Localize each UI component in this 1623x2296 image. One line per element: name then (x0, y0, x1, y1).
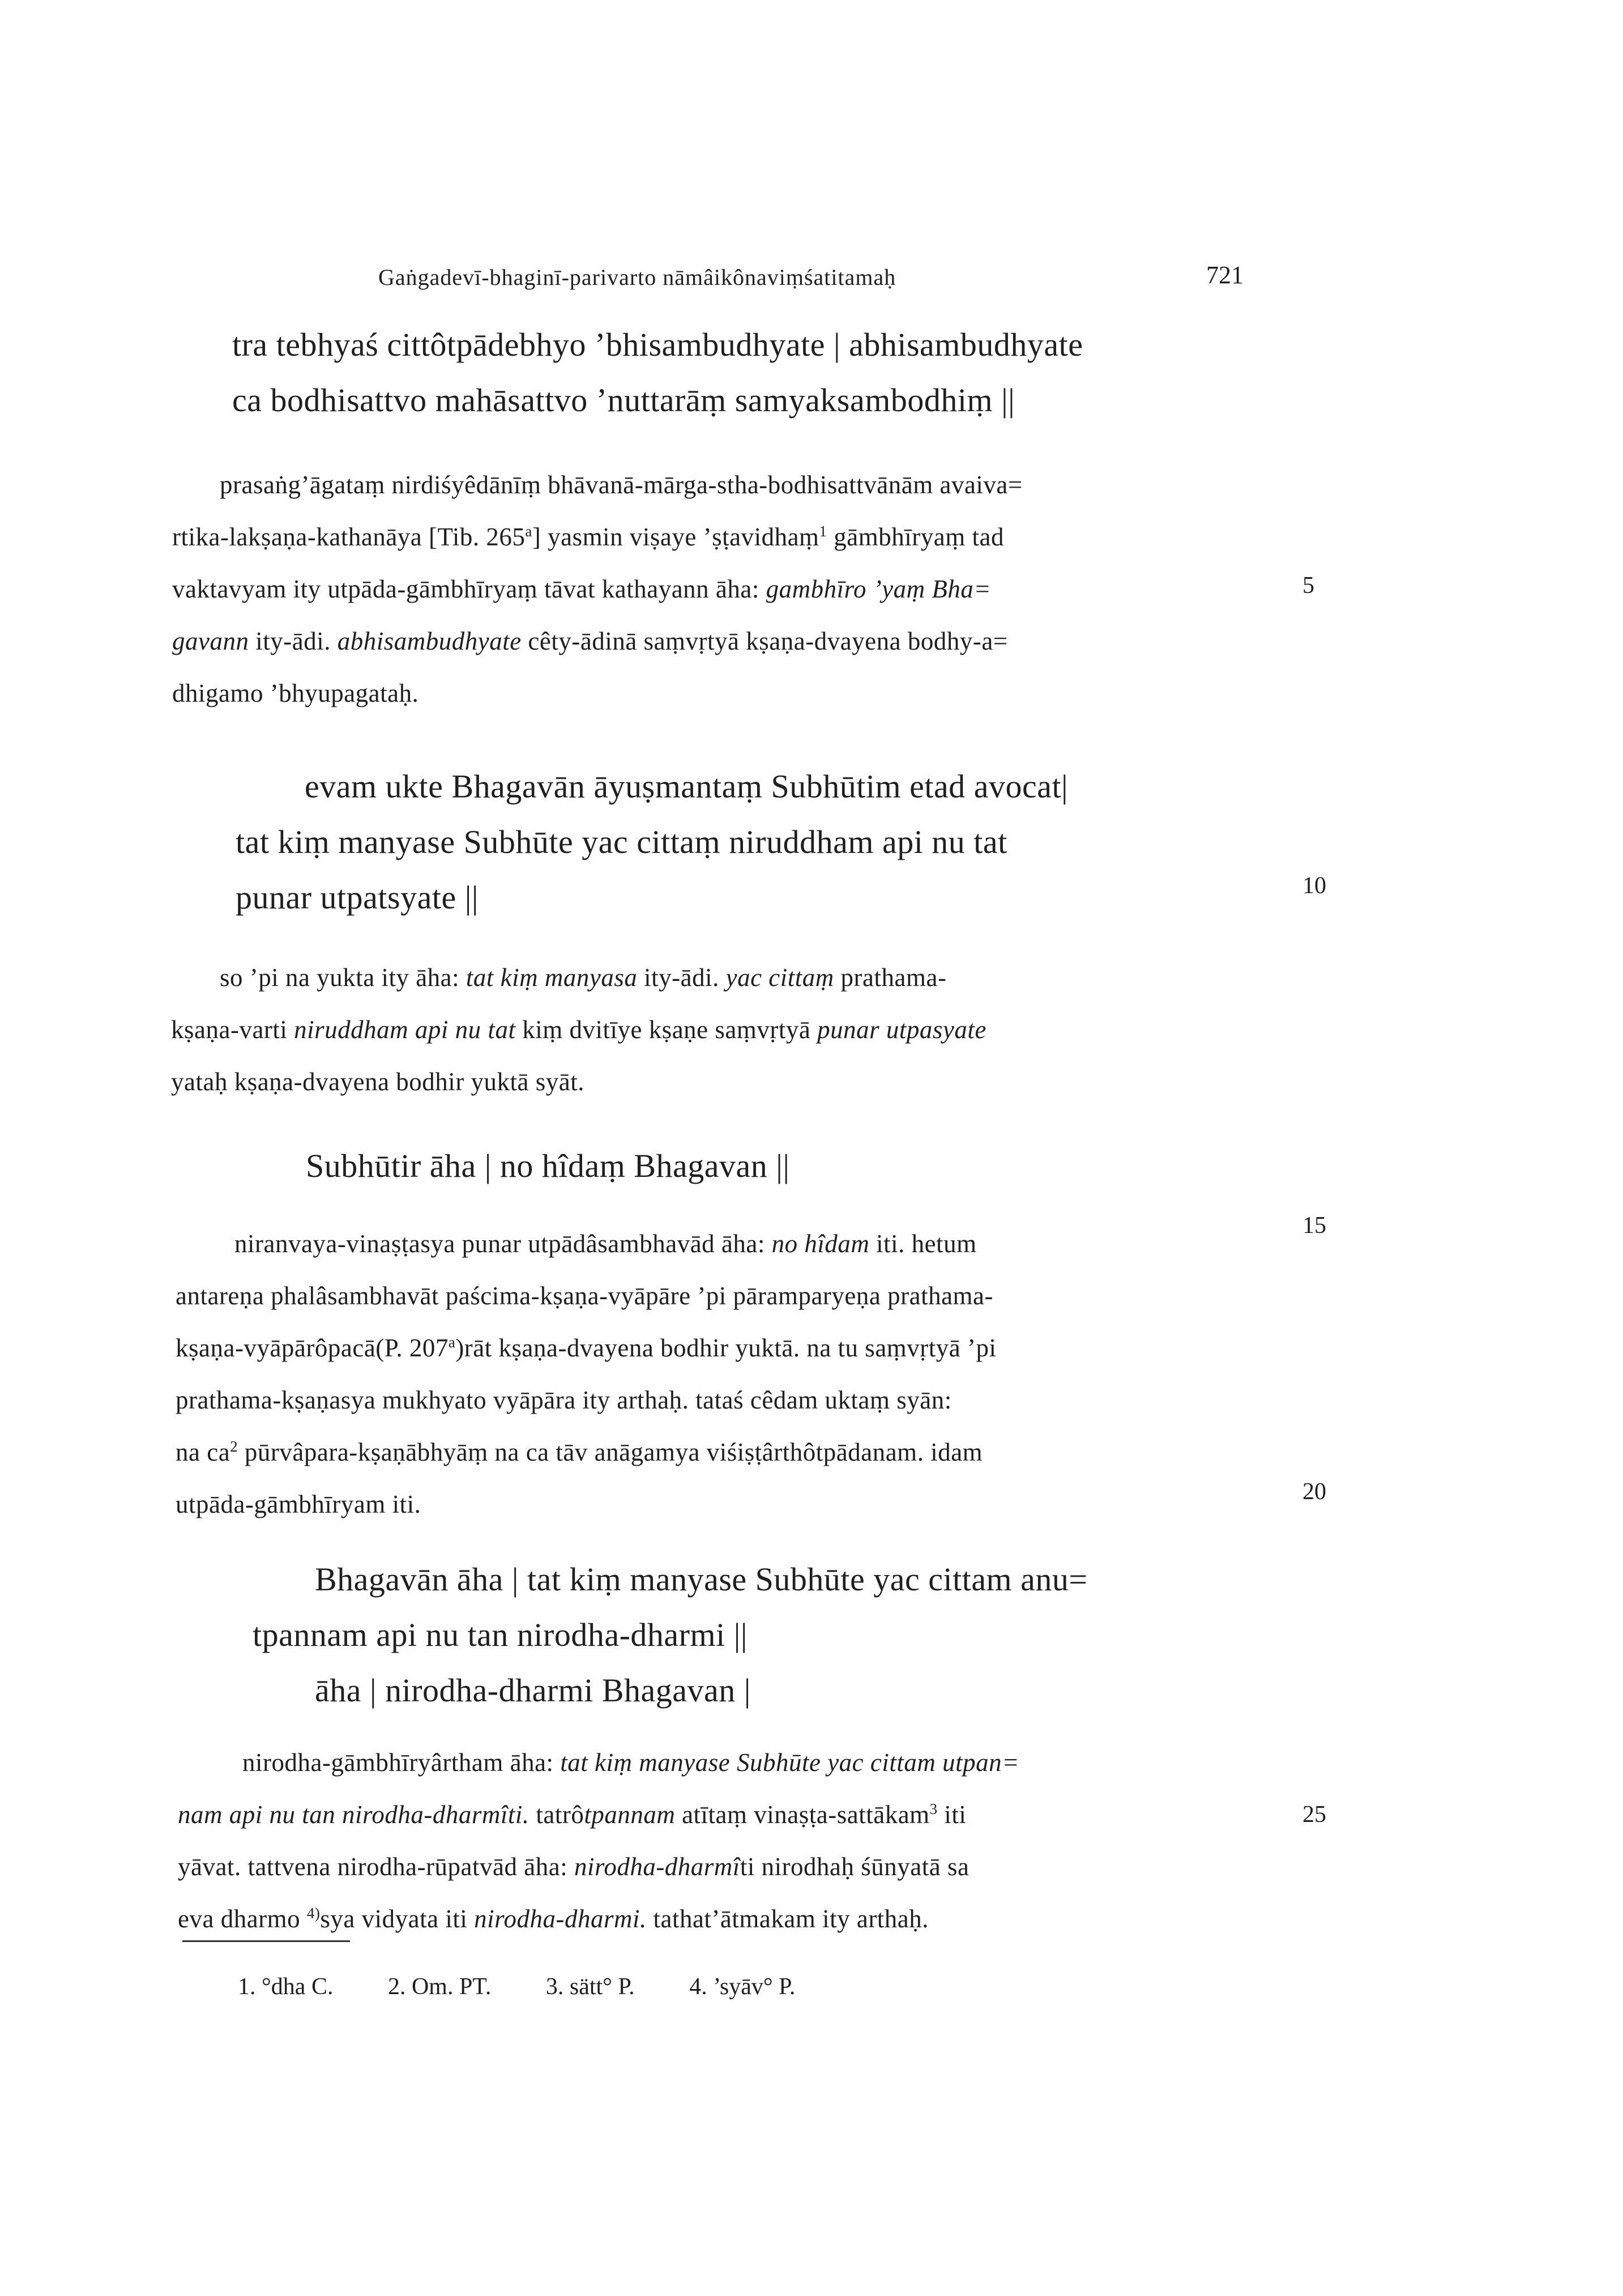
verse-line: ca bodhisattvo mahāsattvo ’nuttarāṃ samyaksambodhiṃ || (232, 382, 1015, 419)
commentary-line: kṣaṇa-vyāpārôpacā(P. 207$^a$)rāt kṣaṇa-dvayena bodhir yuktā. na tu saṃvṛtyā ’pi (176, 1334, 997, 1362)
running-title: Gaṅgadevī-bhaginī-parivarto nāmâikônaviṃśatitamaḥ (378, 264, 896, 290)
commentary-line: prathama-kṣaṇasya mukhyato vyāpāra ity arthaḥ. tataś cêdam uktaṃ syān: (176, 1386, 952, 1414)
commentary-line: yataḥ kṣaṇa-dvayena bodhir yuktā syāt. (171, 1068, 585, 1096)
footnotes (238, 1973, 844, 2000)
running-header (378, 261, 1290, 298)
commentary-line: eva dharmo $^{4)}$sya vidyata iti nirodha-dharmi. tathat’ātmakam ity arthaḥ. (178, 1905, 929, 1933)
commentary-line: kṣaṇa-varti niruddham api nu tat kiṃ dvitīye kṣaṇe saṃvṛtyā punar utpasyate (171, 1015, 986, 1044)
commentary-line: so ’pi na yukta ity āha: tat kiṃ manyasa ity-ādi. yac cittaṃ prathama- (220, 963, 947, 992)
commentary-line: nirodha-gāmbhīryârtham āha: tat kiṃ manyase Subhūte yac cittam utpan= (242, 1748, 1019, 1777)
commentary-1 (172, 459, 1259, 719)
verse-line: tpannam api nu tan nirodha-dharmi || (253, 1616, 748, 1653)
page-number: 721 (1206, 261, 1244, 289)
line-number: 15 (1302, 1213, 1326, 1239)
verse-line: Subhūtir āha | no hîdaṃ Bhagavan || (306, 1147, 790, 1184)
line-number: 5 (1302, 573, 1314, 599)
verse-4 (253, 1552, 1278, 1718)
verse-line: punar utpatsyate || (236, 879, 479, 916)
verse-line: tra tebhyaś cittôtpādebhyo ’bhisambudhyate | abhisambudhyate (232, 326, 1083, 363)
commentary-line: yāvat. tattvena nirodha-rūpatvād āha: nirodha-dharmîti nirodhaḥ śūnyatā sa (178, 1853, 969, 1881)
line-number: 10 (1302, 873, 1326, 899)
commentary-line: nam api nu tan nirodha-dharmîti. tatrôtpannam atītaṃ vinaṣṭa-sattākam$^3$ iti (178, 1800, 967, 1829)
line-number: 25 (1302, 1802, 1326, 1828)
verse-3 (306, 1138, 1212, 1194)
commentary-line: utpāda-gāmbhīryam iti. (176, 1490, 421, 1518)
commentary-line: dhigamo ’bhyupagataḥ. (172, 679, 419, 707)
footnote-rule (182, 1940, 350, 1942)
verse-1 (232, 317, 1195, 428)
commentary-line: prasaṅg’āgataṃ nirdiśyêdānīṃ bhāvanā-mārga-stha-bodhisattvānām avaiva= (220, 471, 1023, 499)
commentary-3 (176, 1218, 1265, 1530)
commentary-line: rtika-lakṣaṇa-kathanāya [Tib. 265$^a$] yasmin viṣaye ’ṣṭavidhaṃ$^1$ gāmbhīryaṃ tad (172, 523, 1004, 551)
commentary-4 (178, 1736, 1262, 1945)
verse-line: tat kiṃ manyase Subhūte yac cittaṃ niruddham api nu tat (236, 823, 1007, 860)
commentary-line: gavann ity-ādi. abhisambudhyate cêty-ādinā saṃvṛtyā kṣaṇa-dvayena bodhy-a= (172, 627, 1008, 655)
footnote: 1. °dha C. (238, 1974, 334, 2000)
verse-2 (236, 759, 1267, 925)
verse-line: āha | nirodha-dharmi Bhagavan | (315, 1672, 751, 1709)
footnote: 3. sätt° P. (545, 1974, 635, 2000)
line-number: 20 (1302, 1479, 1326, 1505)
footnote: 2. Om. PT. (387, 1974, 492, 2000)
verse-line: Bhagavān āha | tat kiṃ manyase Subhūte yac cittam anu= (315, 1561, 1088, 1598)
footnote: 4. ’syāv° P. (689, 1974, 796, 2000)
commentary-2 (171, 951, 1262, 1108)
commentary-line: na $ca^2$ pūrvâpara-kṣaṇābhyāṃ na ca tāv anāgamya viśiṣṭârthôtpādanam. idam (176, 1438, 983, 1466)
commentary-line: antareṇa phalâsambhavāt paścima-kṣaṇa-vyāpāre ’pi pāramparyeṇa prathama- (176, 1282, 994, 1310)
commentary-line: vaktavyam ity utpāda-gāmbhīryaṃ tāvat kathayann āha: gambhīro ’yaṃ Bha= (172, 575, 992, 603)
commentary-line: niranvaya-vinaṣṭasya punar utpādâsambhavād āha: no hîdam iti. hetum (234, 1230, 977, 1258)
verse-line: evam ukte Bhagavān āyuṣmantaṃ Subhūtim etad avocat| (305, 768, 1069, 805)
